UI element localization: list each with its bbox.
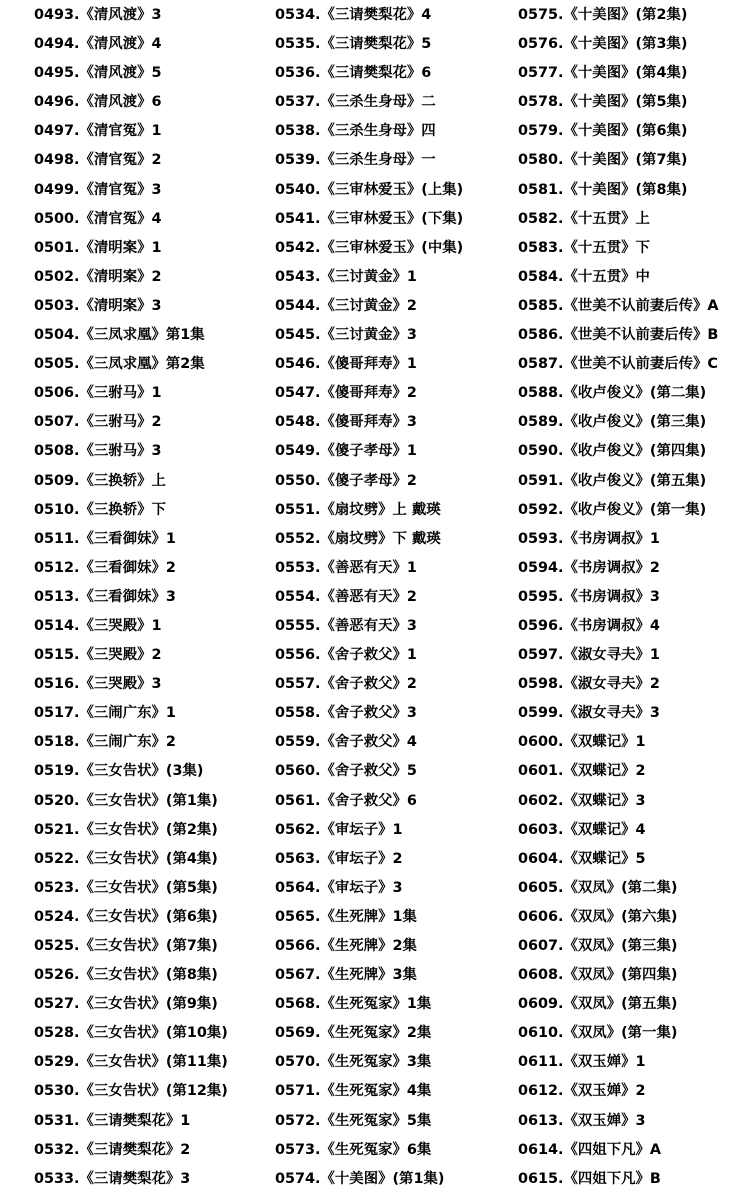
catalog-entry: 0518.《三闹广东》2: [34, 734, 176, 751]
catalog-entry: 0535.《三请樊梨花》5: [275, 36, 432, 53]
catalog-entry: 0511.《三看御妹》1: [34, 530, 176, 547]
catalog-entry: 0564.《审坛子》3: [275, 879, 403, 896]
catalog-entry: 0570.《生死冤家》3集: [275, 1054, 432, 1071]
catalog-entry: 0572.《生死冤家》5集: [275, 1112, 432, 1129]
catalog-entry: 0550.《傻子孝母》2: [275, 472, 417, 489]
catalog-entry: 0589.《收卢俊义》(第三集): [518, 414, 707, 431]
catalog-entry: 0573.《生死冤家》6集: [275, 1141, 432, 1158]
catalog-entry: 0610.《双凤》(第一集): [518, 1025, 678, 1042]
catalog-entry: 0530.《三女告状》(第12集): [34, 1083, 228, 1100]
catalog-entry: 0519.《三女告状》(3集): [34, 763, 204, 780]
catalog-entry: 0578.《十美图》(第5集): [518, 94, 688, 111]
catalog-entry: 0502.《清明案》2: [34, 268, 162, 285]
catalog-entry: 0561.《舍子救父》6: [275, 792, 417, 809]
catalog-entry: 0553.《善恶有天》1: [275, 559, 417, 576]
catalog-entry: 0605.《双凤》(第二集): [518, 879, 678, 896]
catalog-entry: 0601.《双蝶记》2: [518, 763, 646, 780]
catalog-entry: 0551.《扇坟劈》上 戴瑛: [275, 501, 441, 518]
catalog-entry: 0558.《舍子救父》3: [275, 705, 417, 722]
catalog-entry: 0527.《三女告状》(第9集): [34, 996, 218, 1013]
catalog-entry: 0510.《三换轿》下: [34, 501, 166, 518]
catalog-entry: 0593.《书房调叔》1: [518, 530, 660, 547]
catalog-entry: 0563.《审坛子》2: [275, 850, 403, 867]
catalog-entry: 0514.《三哭殿》1: [34, 617, 162, 634]
catalog-entry: 0540.《三审林爱玉》(上集): [275, 181, 464, 198]
catalog-column-1: [34, 1, 270, 1194]
catalog-entry: 0493.《清风渡》3: [34, 7, 162, 23]
catalog-entry: 0557.《舍子救父》2: [275, 676, 417, 693]
catalog-entry: 0517.《三闹广东》1: [34, 705, 176, 722]
catalog-entry: 0582.《十五贯》上: [518, 210, 650, 227]
catalog-entry: 0615.《四姐下凡》B: [518, 1170, 661, 1187]
catalog-entry: 0539.《三杀生身母》一: [275, 152, 436, 169]
catalog-entry: 0595.《书房调叔》3: [518, 588, 660, 605]
catalog-entry: 0569.《生死冤家》2集: [275, 1025, 432, 1042]
catalog-entry: 0497.《清官冤》1: [34, 123, 162, 140]
catalog-entry: 0513.《三看御妹》3: [34, 588, 176, 605]
catalog-entry: 0506.《三驸马》1: [34, 385, 162, 402]
catalog-entry: 0500.《清官冤》4: [34, 210, 162, 227]
catalog-entry: 0499.《清官冤》3: [34, 181, 162, 198]
catalog-entry: 0512.《三看御妹》2: [34, 559, 176, 576]
catalog-entry: 0609.《双凤》(第五集): [518, 996, 678, 1013]
catalog-entry: 0586.《世美不认前妻后传》B: [518, 327, 719, 344]
catalog-entry: 0548.《傻哥拜寿》3: [275, 414, 417, 431]
catalog-entry: 0541.《三审林爱玉》(下集): [275, 210, 464, 227]
catalog-entry: 0496.《清风渡》6: [34, 94, 162, 111]
catalog-entry: 0555.《善恶有天》3: [275, 617, 417, 634]
catalog-entry: 0534.《三请樊梨花》4: [275, 7, 432, 23]
catalog-entry: 0554.《善恶有天》2: [275, 588, 417, 605]
catalog-entry: 0507.《三驸马》2: [34, 414, 162, 431]
catalog-entry: 0571.《生死冤家》4集: [275, 1083, 432, 1100]
catalog-entry: 0501.《清明案》1: [34, 239, 162, 256]
catalog-entry: 0545.《三讨黄金》3: [275, 327, 417, 344]
catalog-entry: 0515.《三哭殿》2: [34, 647, 162, 664]
catalog-entry: 0591.《收卢俊义》(第五集): [518, 472, 707, 489]
catalog-entry: 0498.《清官冤》2: [34, 152, 162, 169]
catalog-entry: 0603.《双蝶记》4: [518, 821, 646, 838]
catalog-entry: 0598.《淑女寻夫》2: [518, 676, 660, 693]
catalog-entry: 0536.《三请樊梨花》6: [275, 65, 432, 82]
catalog-entry: 0580.《十美图》(第7集): [518, 152, 688, 169]
catalog-entry: 0504.《三凤求凰》第1集: [34, 327, 205, 344]
catalog-entry: 0537.《三杀生身母》二: [275, 94, 436, 111]
catalog-entry: 0581.《十美图》(第8集): [518, 181, 688, 198]
catalog-entry: 0559.《舍子救父》4: [275, 734, 417, 751]
catalog-entry: 0546.《傻哥拜寿》1: [275, 356, 417, 373]
catalog-entry: 0520.《三女告状》(第1集): [34, 792, 218, 809]
catalog-entry: 0505.《三凤求凰》第2集: [34, 356, 205, 373]
catalog-entry: 0531.《三请樊梨花》1: [34, 1112, 191, 1129]
catalog-entry: 0576.《十美图》(第3集): [518, 36, 688, 53]
catalog-entry: 0590.《收卢俊义》(第四集): [518, 443, 707, 460]
catalog-entry: 0522.《三女告状》(第4集): [34, 850, 218, 867]
catalog-entry: 0560.《舍子救父》5: [275, 763, 417, 780]
catalog-entry: 0495.《清风渡》5: [34, 65, 162, 82]
catalog-entry: 0503.《清明案》3: [34, 297, 162, 314]
catalog-entry: 0562.《审坛子》1: [275, 821, 403, 838]
catalog-entry: 0533.《三请樊梨花》3: [34, 1170, 191, 1187]
catalog-entry: 0597.《淑女寻夫》1: [518, 647, 660, 664]
catalog-entry: 0543.《三讨黄金》1: [275, 268, 417, 285]
catalog-entry: 0532.《三请樊梨花》2: [34, 1141, 191, 1158]
catalog-entry: 0565.《生死牌》1集: [275, 908, 417, 925]
catalog-entry: 0494.《清风渡》4: [34, 36, 162, 53]
catalog-entry: 0567.《生死牌》3集: [275, 967, 417, 984]
catalog-entry: 0509.《三换轿》上: [34, 472, 166, 489]
catalog-entry: 0579.《十美图》(第6集): [518, 123, 688, 140]
catalog-entry: 0583.《十五贯》下: [518, 239, 650, 256]
catalog-entry: 0526.《三女告状》(第8集): [34, 967, 218, 984]
catalog-entry: 0584.《十五贯》中: [518, 268, 650, 285]
catalog-column-2: [275, 1, 513, 1194]
catalog-entry: 0611.《双玉婵》1: [518, 1054, 646, 1071]
catalog-entry: 0614.《四姐下凡》A: [518, 1141, 662, 1158]
catalog-entry: 0549.《傻子孝母》1: [275, 443, 417, 460]
catalog-entry: 0588.《收卢俊义》(第二集): [518, 385, 707, 402]
catalog-entry: 0568.《生死冤家》1集: [275, 996, 432, 1013]
catalog-entry: 0547.《傻哥拜寿》2: [275, 385, 417, 402]
catalog-entry: 0577.《十美图》(第4集): [518, 65, 688, 82]
catalog-entry: 0594.《书房调叔》2: [518, 559, 660, 576]
catalog-entry: 0566.《生死牌》2集: [275, 938, 417, 954]
catalog-entry: 0587.《世美不认前妻后传》C: [518, 356, 718, 373]
catalog-column-3: [518, 1, 750, 1194]
catalog-entry: 0606.《双凤》(第六集): [518, 908, 678, 925]
catalog-entry: 0600.《双蝶记》1: [518, 734, 646, 751]
catalog-entry: 0602.《双蝶记》3: [518, 792, 646, 809]
catalog-entry: 0612.《双玉婵》2: [518, 1083, 646, 1100]
catalog-entry: 0556.《舍子救父》1: [275, 647, 417, 664]
catalog-entry: 0523.《三女告状》(第5集): [34, 879, 218, 896]
catalog-entry: 0542.《三审林爱玉》(中集): [275, 239, 464, 256]
catalog-entry: 0574.《十美图》(第1集): [275, 1170, 445, 1187]
catalog-entry: 0596.《书房调叔》4: [518, 617, 660, 634]
catalog-entry: 0521.《三女告状》(第2集): [34, 821, 218, 838]
catalog-entry: 0516.《三哭殿》3: [34, 676, 162, 693]
catalog-entry: 0607.《双凤》(第三集): [518, 938, 678, 954]
catalog-entry: 0604.《双蝶记》5: [518, 850, 646, 867]
catalog-entry: 0599.《淑女寻夫》3: [518, 705, 660, 722]
catalog-entry: 0528.《三女告状》(第10集): [34, 1025, 228, 1042]
catalog-entry: 0592.《收卢俊义》(第一集): [518, 501, 707, 518]
catalog-entry: 0524.《三女告状》(第6集): [34, 908, 218, 925]
catalog-entry: 0575.《十美图》(第2集): [518, 7, 688, 23]
catalog-entry: 0538.《三杀生身母》四: [275, 123, 436, 140]
catalog-entry: 0608.《双凤》(第四集): [518, 967, 678, 984]
catalog-entry: 0552.《扇坟劈》下 戴瑛: [275, 530, 441, 547]
catalog-entry: 0508.《三驸马》3: [34, 443, 162, 460]
catalog-entry: 0544.《三讨黄金》2: [275, 297, 417, 314]
catalog-entry: 0525.《三女告状》(第7集): [34, 938, 218, 954]
catalog-entry: 0613.《双玉婵》3: [518, 1112, 646, 1129]
catalog-entry: 0585.《世美不认前妻后传》A: [518, 297, 719, 314]
catalog-entry: 0529.《三女告状》(第11集): [34, 1054, 228, 1071]
